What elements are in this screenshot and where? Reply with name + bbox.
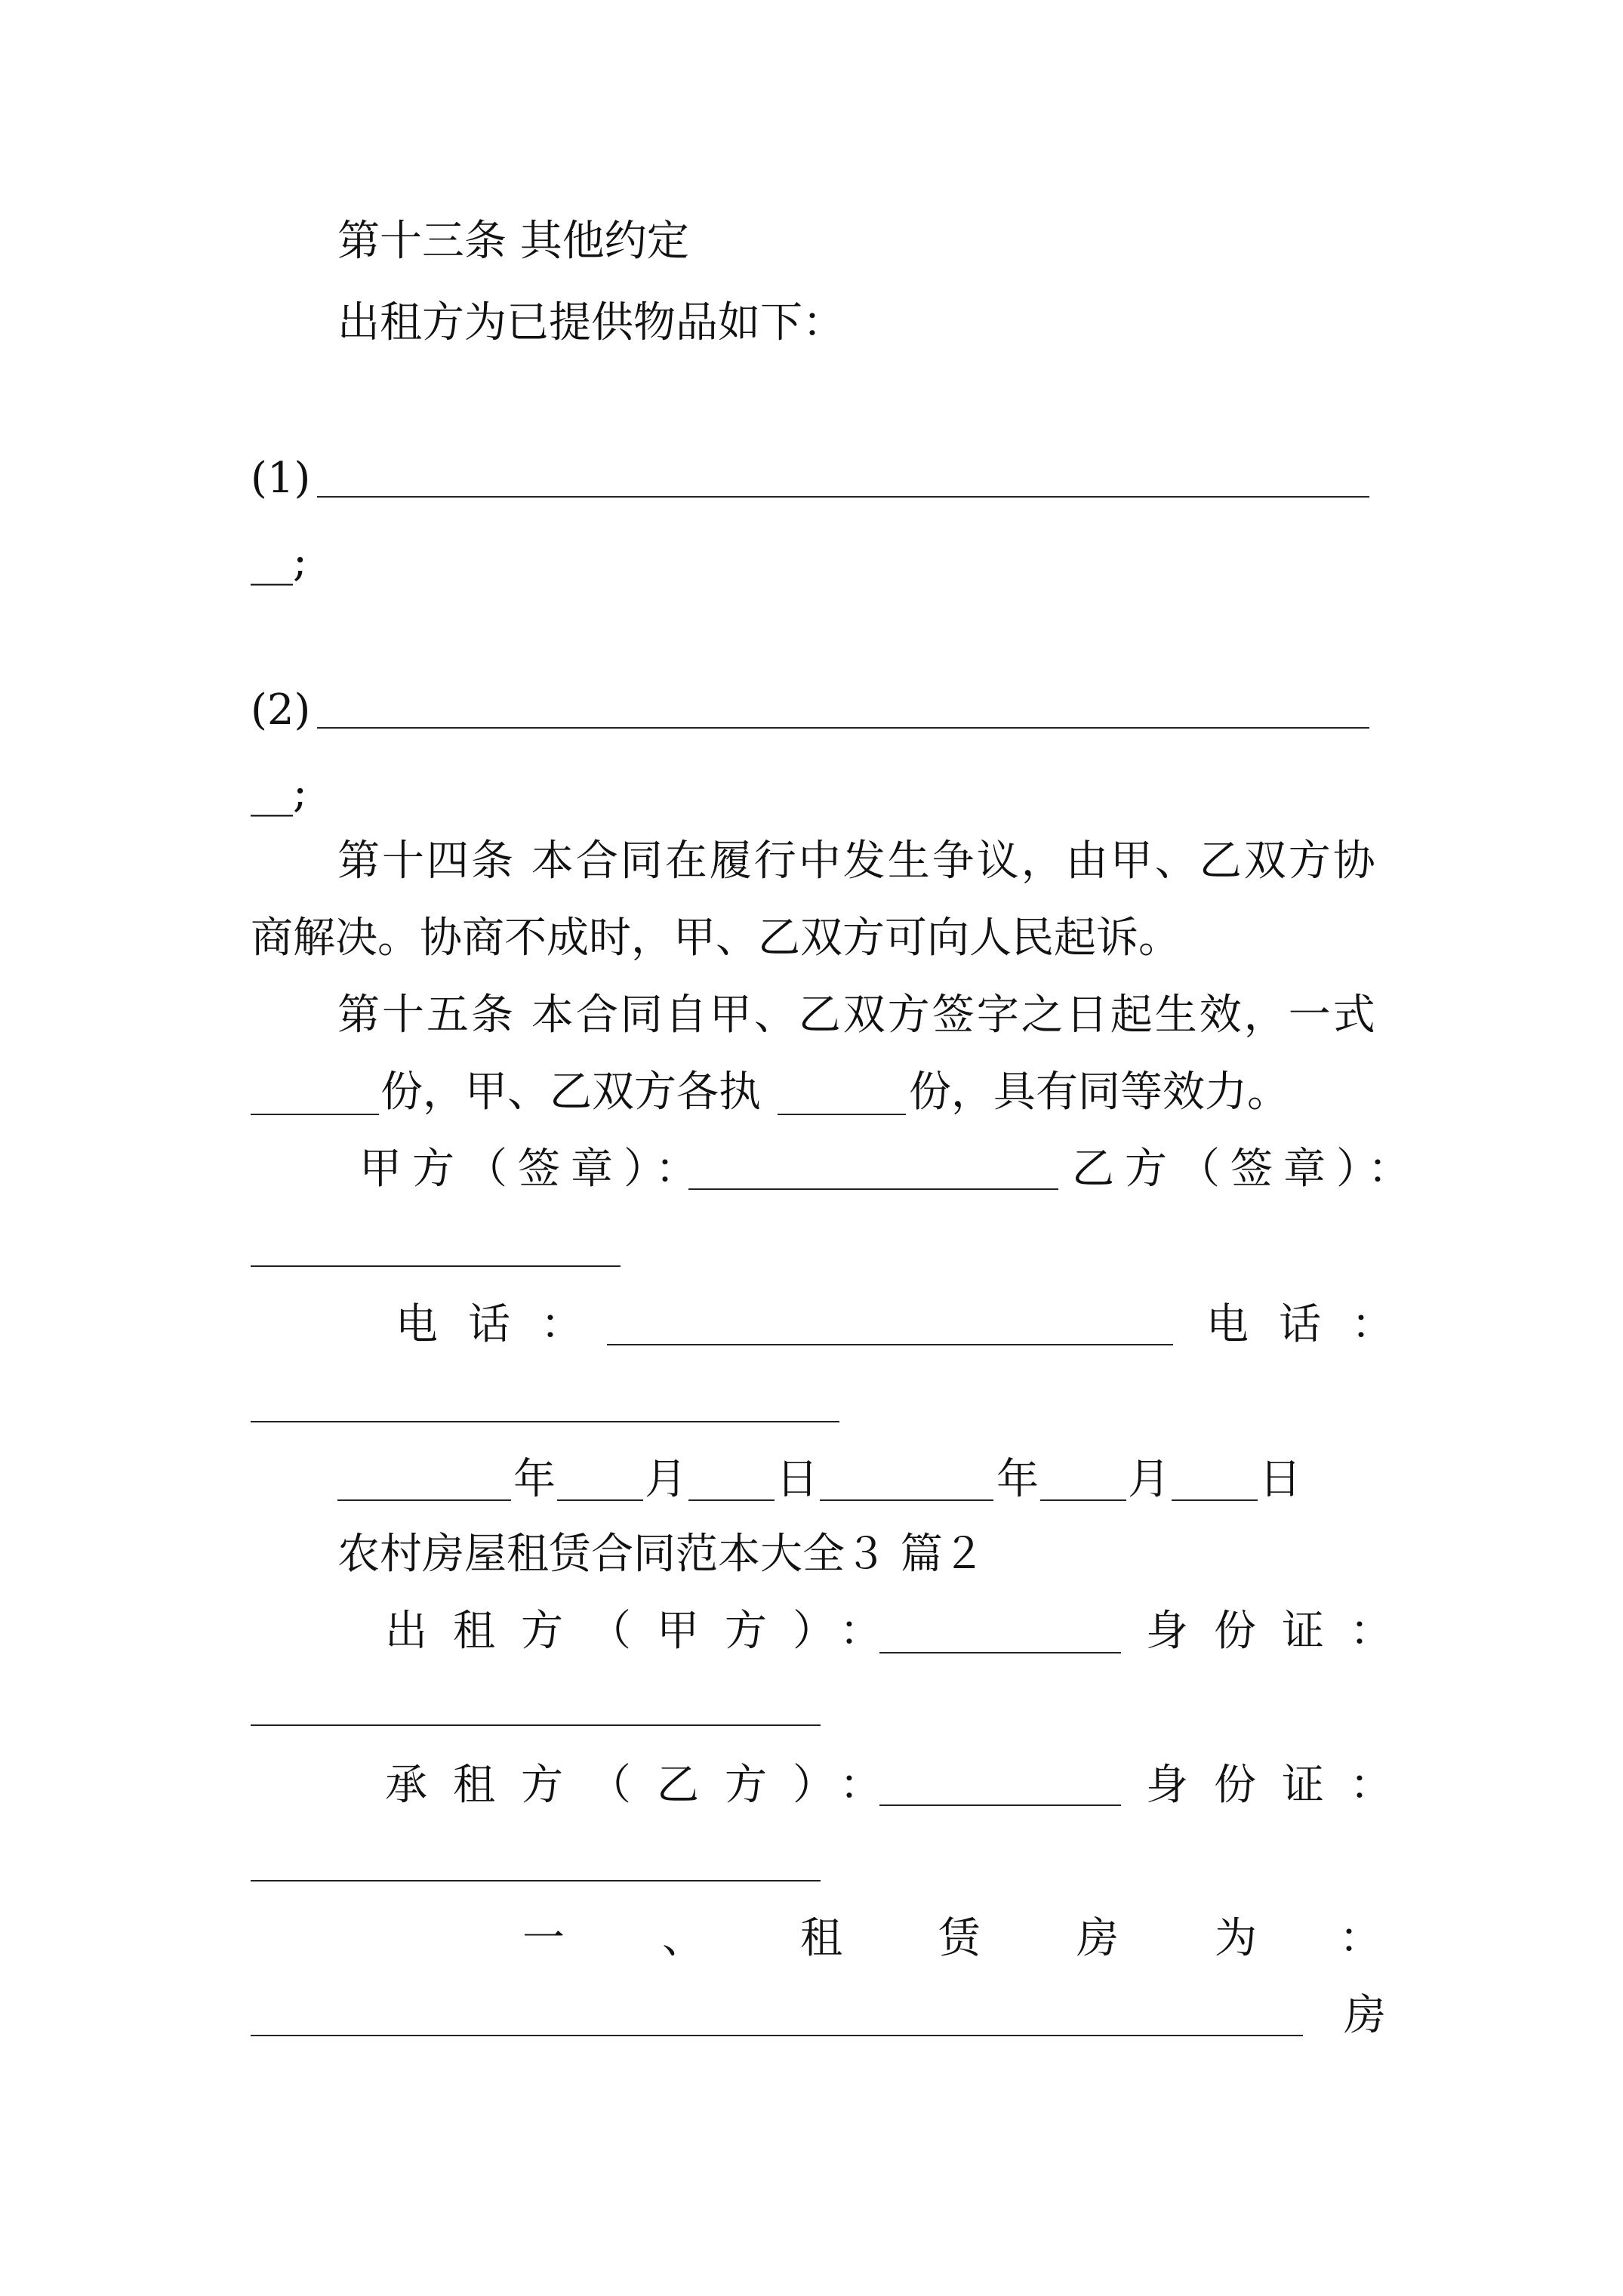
party-a-sign-label: 甲方（签章）： xyxy=(359,1145,708,1194)
clause1-char-2: 、 xyxy=(662,1914,704,1963)
clause1-char-6: 为 xyxy=(1215,1914,1257,1963)
party-a-month-blank xyxy=(557,1499,643,1501)
article15-effect: 份，具有同等效力。 xyxy=(909,1068,1289,1117)
party-a-day-blank xyxy=(688,1499,775,1501)
party-b-sign-label: 乙方（签章）： xyxy=(1072,1145,1421,1194)
lessor-blank xyxy=(879,1652,1121,1653)
item2-blank xyxy=(317,727,1369,729)
item1-blank xyxy=(317,496,1369,498)
item2-end: __; xyxy=(251,768,307,817)
article14-line2: 商解决。协商不成时，甲、乙双方可向人民起诉。 xyxy=(251,914,1181,963)
lessee-label: 承租方（乙方）： xyxy=(385,1761,907,1810)
party-b-phone-label: 电话： xyxy=(1206,1300,1424,1349)
party-a-month: 月 xyxy=(645,1455,687,1504)
article13-intro: 出租方为已提供物品如下： xyxy=(337,298,845,347)
article15-line1: 第十五条 本合同自甲、乙双方签字之日起生效，一式 xyxy=(337,991,1378,1040)
article13-heading: 第十三条 其他约定 xyxy=(337,217,689,266)
party-a-year: 年 xyxy=(513,1455,556,1504)
lessor-id-blank xyxy=(251,1724,821,1726)
lessor-label: 出租方（甲方）： xyxy=(385,1607,907,1656)
lessee-id-label: 身份证： xyxy=(1146,1761,1418,1810)
clause1-char-5: 房 xyxy=(1076,1914,1119,1963)
copies-total-blank xyxy=(251,1114,379,1115)
house-char: 房 xyxy=(1344,1991,1386,2040)
party-a-phone-blank xyxy=(607,1344,1173,1345)
clause1-char-3: 租 xyxy=(800,1914,842,1963)
rental-house-blank xyxy=(251,2035,1303,2036)
lessee-id-blank xyxy=(251,1880,821,1881)
article14-line1: 第十四条 本合同在履行中发生争议，由甲、乙双方协 xyxy=(337,837,1378,886)
party-b-day-blank xyxy=(1172,1499,1258,1501)
lessor-id-label: 身份证： xyxy=(1146,1607,1418,1656)
item1-label: (1) xyxy=(251,454,311,503)
party-a-day: 日 xyxy=(776,1455,818,1504)
party-b-year-blank xyxy=(820,1499,993,1501)
party-a-phone-label: 电话： xyxy=(396,1300,613,1349)
party-b-phone-blank xyxy=(251,1421,839,1422)
party-b-sign-blank xyxy=(251,1265,621,1267)
clause1-char-4: 赁 xyxy=(938,1914,981,1963)
clause1-char-1: 一 xyxy=(522,1914,565,1963)
party-a-year-blank xyxy=(337,1499,511,1501)
item1-end: __; xyxy=(251,537,307,586)
party-a-sign-blank xyxy=(688,1188,1058,1190)
section2-title: 农村房屋租赁合同范本大全３ 篇２ xyxy=(337,1530,985,1579)
party-b-month: 月 xyxy=(1128,1455,1170,1504)
clause1-char-7: ： xyxy=(1339,1914,1381,1963)
copies-each-blank xyxy=(778,1114,906,1115)
party-b-month-blank xyxy=(1040,1499,1126,1501)
article15-copies: 份，甲、乙双方各执 xyxy=(380,1068,761,1117)
party-b-day: 日 xyxy=(1259,1455,1301,1504)
item2-label: (2) xyxy=(251,686,311,735)
party-b-year: 年 xyxy=(996,1455,1039,1504)
lessee-blank xyxy=(879,1804,1121,1806)
